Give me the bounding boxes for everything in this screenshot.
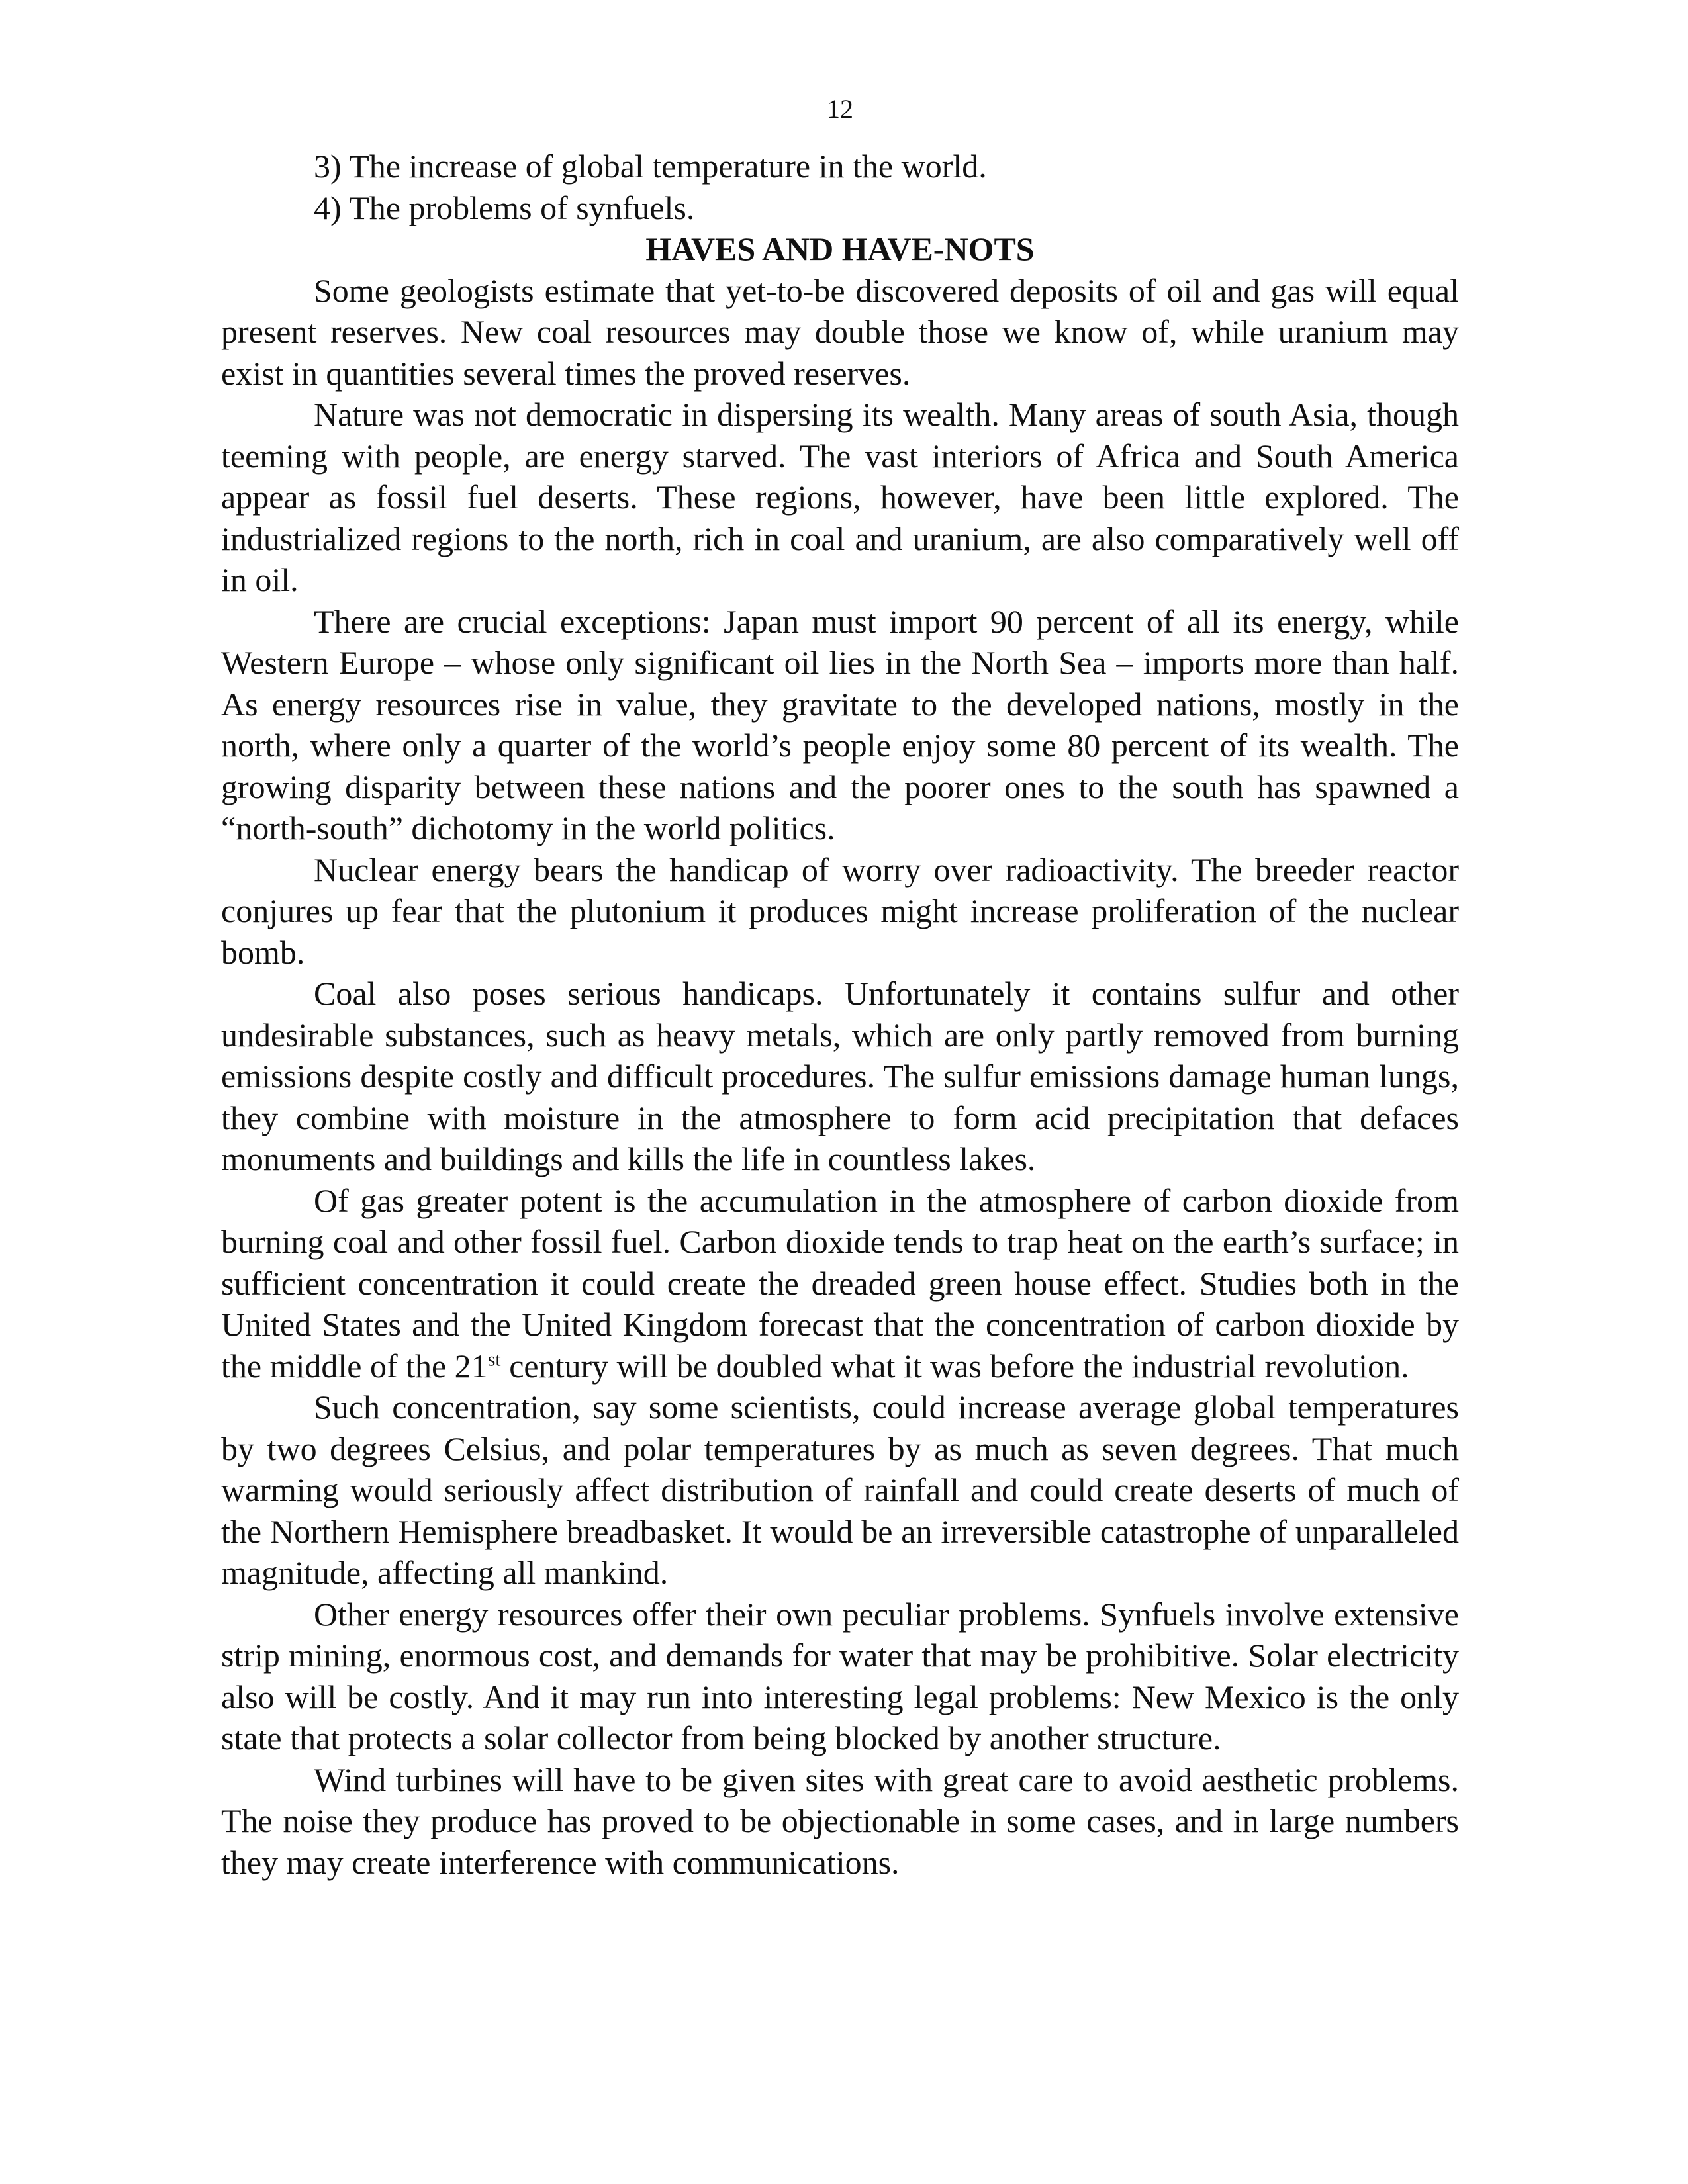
paragraph: Nature was not democratic in dispersing its wealth. Many areas of south Asia, though teeming with people, are energy starved. The vast interiors of Africa and South America appear as fossil fuel deserts. These regions, however, have been little explored. The industrialized regions to the north, rich in coal and uranium, are also comparatively well off in oil. xyxy=(221,396,1459,598)
paragraph: Wind turbines will have to be given sites with great care to avoid aesthetic problems. The noise they produce has proved to be objectionable in some cases, and in large numbers they may create interference with communications. xyxy=(221,1760,1459,1881)
superscript-ordinal: st xyxy=(487,1347,501,1370)
paragraph-text: Of gas greater potent is the accumulation in the atmosphere of carbon dioxide from burning coal and other fossil fuel. Carbon dioxide tends to trap heat on the earth’s surface; in sufficient concentration it could create the dreaded green house effect. Studies both in the United States and the United Kingdom forecast that the concentration of carbon dioxide by the middle of the 21 xyxy=(221,1181,1459,1385)
paragraph: Such concentration, say some scientists, could increase average global temperatures by two degrees Celsius, and polar temperatures by as much as seven degrees. That much warming would seriously affect distribution of rainfall and could create deserts of much of the Northern Hemisphere breadbasket. It would be an irreversible catastrophe of unparalleled magnitude, affecting all mankind. xyxy=(221,1388,1459,1591)
paragraph: Some geologists estimate that yet-to-be discovered deposits of oil and gas will equal present reserves. New coal resources may double those we know of, while uranium may exist in quantities several times the proved reserves. xyxy=(221,271,1459,392)
section-heading: HAVES AND HAVE-NOTS xyxy=(645,230,1035,267)
paragraph-text: century will be doubled what it was before the industrial revolution. xyxy=(500,1347,1409,1385)
paragraph: Nuclear energy bears the handicap of worry over radioactivity. The breeder reactor conjures up fear that the plutonium it produces might increase proliferation of the nuclear bomb. xyxy=(221,850,1459,971)
body-text xyxy=(221,146,1459,1883)
paragraph xyxy=(221,1180,1459,1387)
paragraph: Other energy resources offer their own peculiar problems. Synfuels involve extensive strip mining, enormous cost, and demands for water that may be prohibitive. Solar electricity also will be costly. And it may run into interesting legal problems: New Mexico is the only state that protects a solar collector from being blocked by another structure. xyxy=(221,1595,1459,1756)
list-item: 4) The problems of synfuels. xyxy=(314,189,695,226)
list-item: 3) The increase of global temperature in the world. xyxy=(314,148,987,185)
page-number: 12 xyxy=(827,94,853,124)
paragraph: There are crucial exceptions: Japan must import 90 percent of all its energy, while Western Europe – whose only significant oil lies in the North Sea – imports more than half. As energy resources rise in value, they gravitate to the developed nations, mostly in the north, where only a quarter of the world’s people enjoy some 80 percent of its wealth. The growing disparity between these nations and the poorer ones to the south has spawned a “north-south” dichotomy in the world politics. xyxy=(221,602,1459,846)
paragraph: Coal also poses serious handicaps. Unfortunately it contains sulfur and other undesirable substances, such as heavy metals, which are only partly removed from burning emissions despite costly and difficult procedures. The sulfur emissions damage human lungs, they combine with moisture in the atmosphere to form acid precipitation that defaces monuments and buildings and kills the life in countless lakes. xyxy=(221,975,1459,1177)
document-page xyxy=(221,93,1459,1883)
